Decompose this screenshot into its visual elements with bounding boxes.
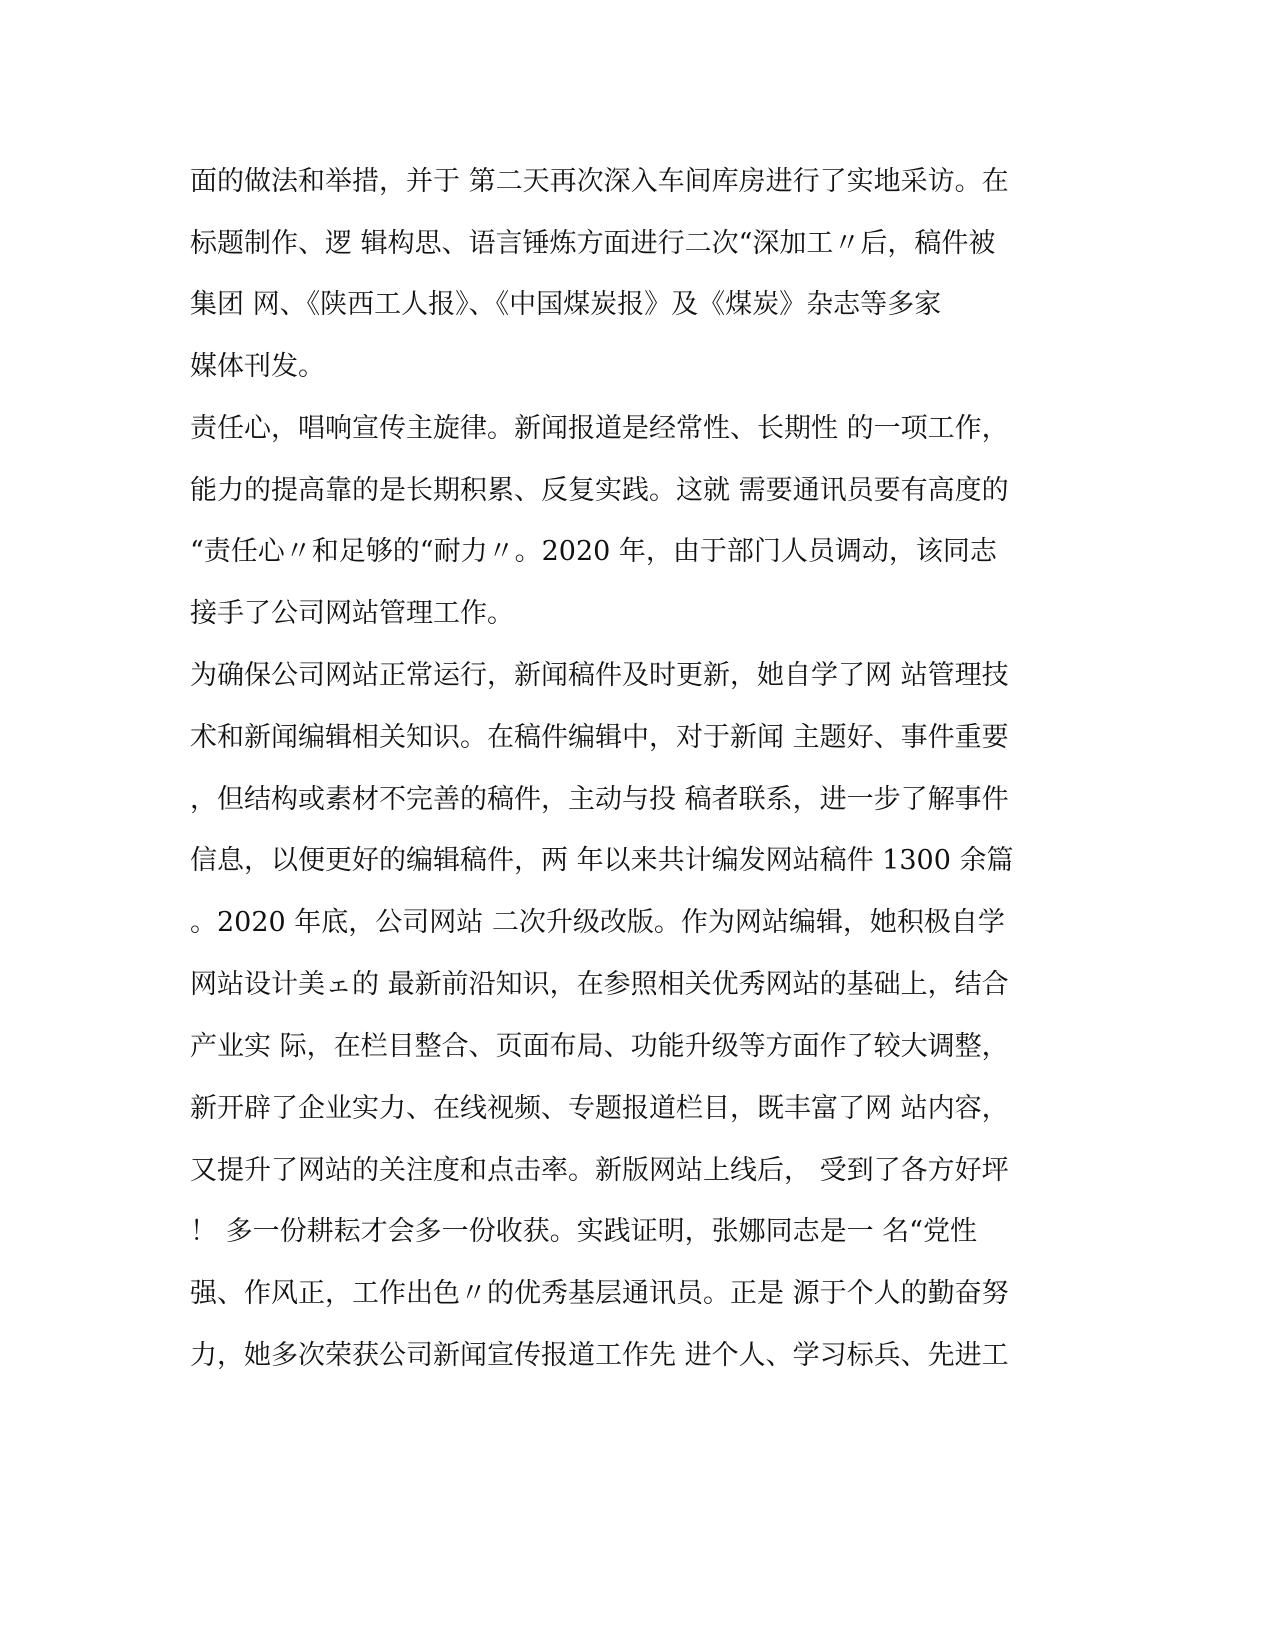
text-line: 能力的提高靠的是长期积累、反复实践。这就 需要通讯员要有高度的 <box>190 475 1009 506</box>
text-line: 。2020 年底，公司网站 二次升级改版。作为网站编辑，她积极自学 <box>190 907 1005 938</box>
text-line: ！ 多一份耕耘才会多一份收获。实践证明，张娜同志是一 名“党性 <box>190 1216 977 1247</box>
text-line: 强、作风正，工作出色〃的优秀基层通讯员。正是 源于个人的勤奋努 <box>190 1278 1009 1309</box>
text-line: 责任心，唱响宣传主旋律。新闻报道是经常性、长期性 的一项工作， <box>190 413 1009 444</box>
text-line: 为确保公司网站正常运行，新闻稿件及时更新，她自学了网 站管理技 <box>190 660 1009 691</box>
text-line: 信息，以便更好的编辑稿件，两 年以来共计编发网站稿件 1300 余篇 <box>190 845 1014 876</box>
text-line: “责任心〃和足够的“耐力〃。2020 年，由于部门人员调动，该同志 <box>190 536 997 567</box>
text-line: 标题制作、逻 辑构思、语言锤炼方面进行二次“深加工〃后，稿件被 <box>190 228 996 259</box>
text-line: 集团 网、《陕西工人报》、《中国煤炭报》及《煤炭》杂志等多家 <box>190 289 942 320</box>
text-line: 产业实 际，在栏目整合、页面布局、功能升级等方面作了较大调整， <box>190 1031 1009 1062</box>
text-line: 术和新闻编辑相关知识。在稿件编辑中，对于新闻 主题好、事件重要 <box>190 722 1009 753</box>
text-line: ，但结构或素材不完善的稿件，主动与投 稿者联系，进一步了解事件 <box>190 784 1009 815</box>
text-line: 网站设计美ェ的 最新前沿知识，在参照相关优秀网站的基础上，结合 <box>190 969 1009 1000</box>
text-line: 面的做法和举措，并于 第二天再次深入车间库房进行了实地采访。在 <box>190 166 1009 197</box>
text-line: 又提升了网站的关注度和点击率。新版网站上线后， 受到了各方好坪 <box>190 1155 1009 1186</box>
text-line: 接手了公司网站管理工作。 <box>190 598 514 629</box>
text-line: 媒体刊发。 <box>190 351 325 382</box>
text-line: 力，她多次荣获公司新闻宣传报道工作先 进个人、学习标兵、先进工 <box>190 1340 1009 1371</box>
text-line: 新开辟了企业实力、在线视频、专题报道栏目，既丰富了网 站内容， <box>190 1093 1009 1124</box>
